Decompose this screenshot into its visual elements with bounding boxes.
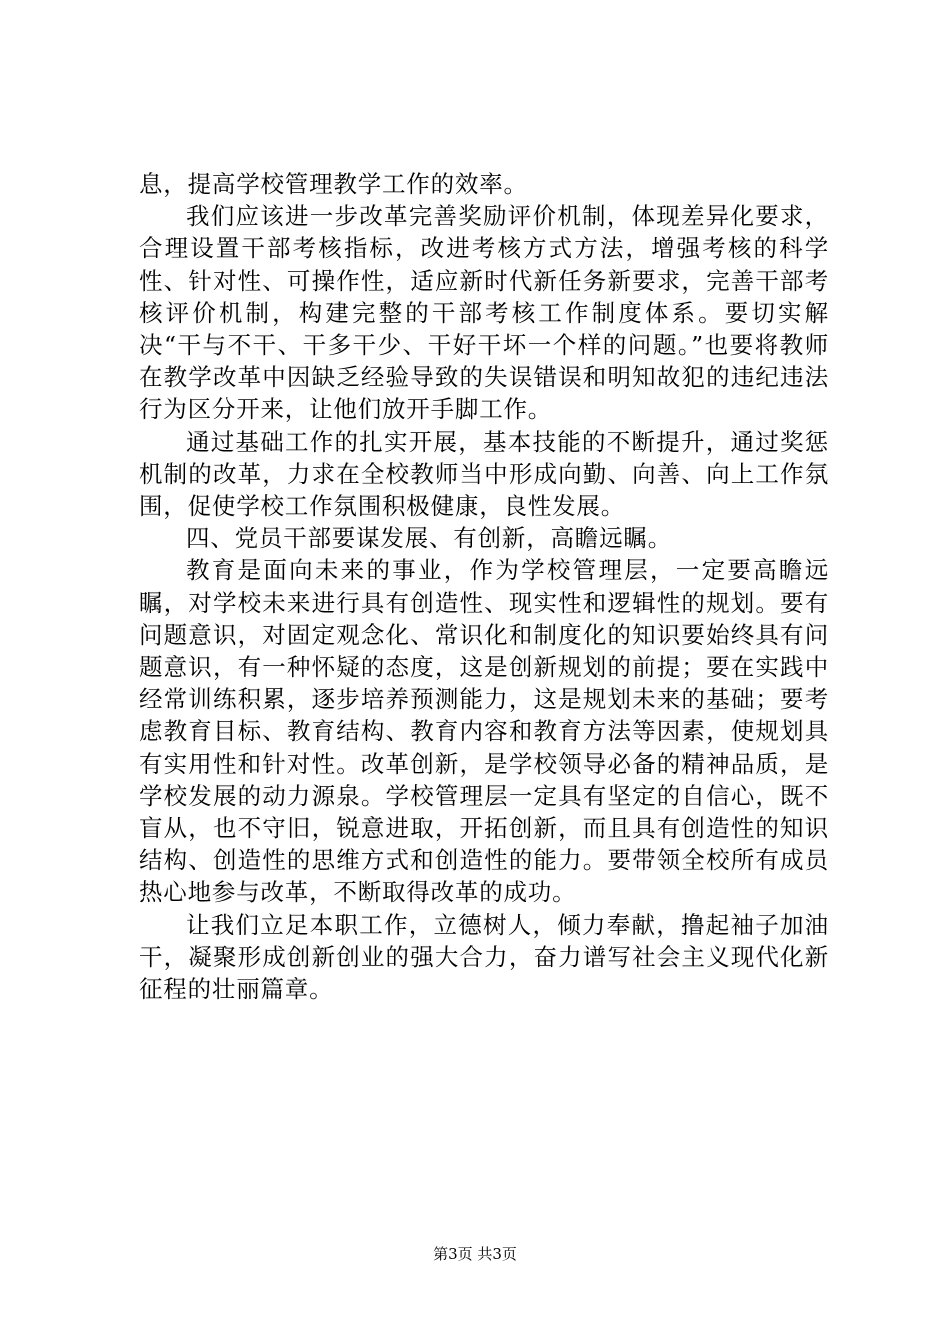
paragraph-continuation: 息，提高学校管理教学工作的效率。	[139, 170, 528, 198]
paragraph-future-planning: 教育是面向未来的事业，作为学校管理层，一定要高瞻远瞩，对学校未来进行具有创造性、现实性和逻辑性的规划。要有问题意识，对固定观念化、常识化和制度化的知识要始终具有问题意识，有一种怀疑的态度，这是创新规划的前提；要在实践中经常训练积累，逐步培养预测能力，这是规划未来的基础；要考虑教育目标、教育结构、教育内容和教育方法等因素，使规划具有实用性和针对性。改革创新，是学校领导必备的精神品质，是学校发展的动力源泉。学校管理层一定具有坚定的自信心，既不盲从，也不守旧，锐意进取，开拓创新，而且具有创造性的知识结构、创造性的思维方式和创造性的能力。要带领全校所有成员热心地参与改革，不断取得改革的成功。	[139, 556, 829, 907]
paragraph-basic-work: 通过基础工作的扎实开展，基本技能的不断提升，通过奖惩机制的改革，力求在全校教师当中形成向勤、向善、向上工作氛围，促使学校工作氛围积极健康，良性发展。	[139, 427, 829, 521]
paragraph-closing: 让我们立足本职工作，立德树人，倾力奉献，撸起袖子加油干，凝聚形成创新创业的强大合力，奋力谱写社会主义现代化新征程的壮丽篇章。	[139, 910, 829, 1004]
paragraph-evaluation-mechanism: 我们应该进一步改革完善奖励评价机制，体现差异化要求，合理设置干部考核指标，改进考核方式方法，增强考核的科学性、针对性、可操作性，适应新时代新任务新要求，完善干部考核评价机制，构建完整的干部考核工作制度体系。要切实解决“干与不干、干多干少、干好干坏一个样的问题。”也要将教师在教学改革中因缺乏经验导致的失误错误和明知故犯的违纪违法行为区分开来，让他们放开手脚工作。	[139, 202, 829, 424]
page-footer: 第3页 共3页	[433, 1245, 517, 1263]
section-heading-four: 四、党员干部要谋发展、有创新，高瞻远瞩。	[186, 524, 672, 553]
document-body	[139, 168, 829, 1005]
